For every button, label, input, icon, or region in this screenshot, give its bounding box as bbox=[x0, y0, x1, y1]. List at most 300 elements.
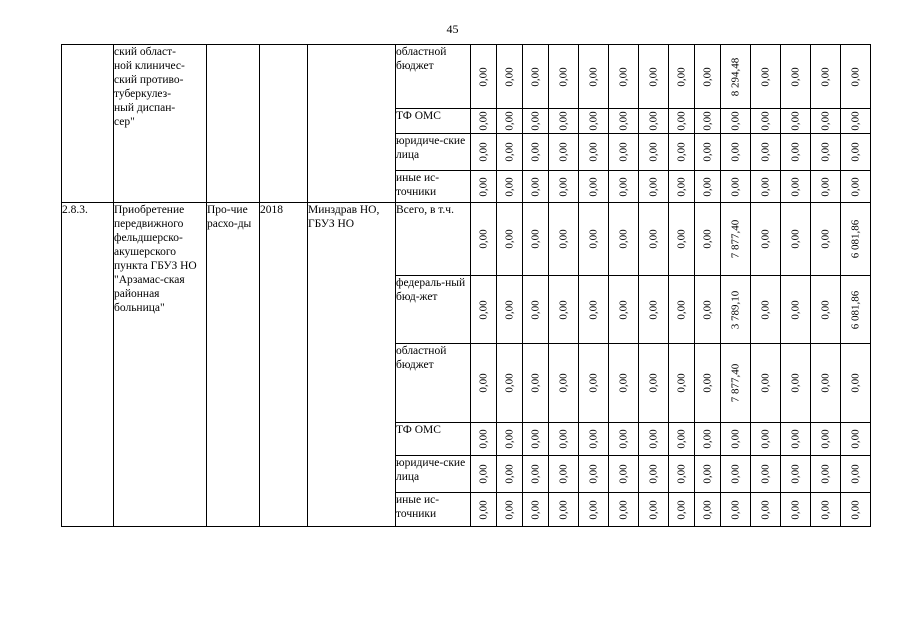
value-text: 0,00 bbox=[617, 111, 629, 131]
value-cell bbox=[609, 276, 639, 344]
value-text: 0,00 bbox=[617, 229, 629, 249]
value-cell bbox=[609, 134, 639, 171]
value-text: 0,00 bbox=[701, 66, 713, 87]
value-text: 0,00 bbox=[503, 373, 515, 393]
value-cell bbox=[523, 344, 549, 423]
value-cell bbox=[639, 171, 669, 203]
value-cell bbox=[669, 109, 695, 134]
continued-name-line: ский противо- bbox=[114, 74, 184, 86]
value-text: 0,00 bbox=[849, 499, 861, 520]
value-text: 0,00 bbox=[477, 464, 489, 484]
value-text: 0,00 bbox=[503, 299, 515, 320]
value-cell bbox=[781, 203, 811, 276]
value-cell bbox=[811, 344, 841, 423]
value-cell bbox=[721, 276, 751, 344]
value-text: 0,00 bbox=[729, 429, 741, 449]
value-text: 0,00 bbox=[849, 373, 861, 393]
value-text: 0,00 bbox=[557, 429, 569, 449]
value-cell bbox=[781, 45, 811, 109]
value-cell bbox=[549, 203, 579, 276]
value-text: 0,00 bbox=[647, 111, 659, 131]
value-cell bbox=[549, 171, 579, 203]
value-text: 0,00 bbox=[617, 142, 629, 162]
value-text: 0,00 bbox=[557, 299, 569, 320]
value-text: 0,00 bbox=[819, 142, 831, 162]
value-cell bbox=[669, 493, 695, 527]
value-text: 0,00 bbox=[587, 111, 599, 131]
value-text: 8 294,48 bbox=[729, 57, 741, 96]
value-text: 0,00 bbox=[617, 299, 629, 320]
value-cell bbox=[523, 423, 549, 456]
value-cell bbox=[781, 456, 811, 493]
funding-source-label: ТФ ОМС bbox=[396, 109, 471, 134]
value-text: 0,00 bbox=[617, 176, 629, 197]
value-cell bbox=[549, 45, 579, 109]
continued-name-line: ной клиничес- bbox=[114, 60, 185, 72]
value-cell bbox=[781, 344, 811, 423]
value-cell bbox=[751, 203, 781, 276]
value-cell bbox=[639, 456, 669, 493]
value-cell bbox=[811, 456, 841, 493]
funding-source-label: Всего, в т.ч. bbox=[396, 203, 471, 276]
value-cell bbox=[471, 423, 497, 456]
value-text: 0,00 bbox=[849, 429, 861, 449]
continued-name-line: ный диспан- bbox=[114, 102, 176, 114]
value-text: 0,00 bbox=[587, 429, 599, 449]
value-text: 0,00 bbox=[557, 499, 569, 520]
value-cell bbox=[549, 344, 579, 423]
value-cell bbox=[669, 134, 695, 171]
value-cell bbox=[609, 423, 639, 456]
value-cell bbox=[497, 45, 523, 109]
value-text: 0,00 bbox=[477, 111, 489, 131]
value-cell bbox=[751, 423, 781, 456]
value-text: 0,00 bbox=[529, 142, 541, 162]
value-cell bbox=[669, 203, 695, 276]
value-text: 0,00 bbox=[529, 464, 541, 484]
value-text: 0,00 bbox=[701, 229, 713, 249]
executor-cell: Минздрав НО, ГБУЗ НО bbox=[308, 203, 396, 527]
value-text: 0,00 bbox=[503, 176, 515, 197]
value-cell bbox=[609, 344, 639, 423]
table-row bbox=[62, 203, 871, 276]
value-cell bbox=[471, 493, 497, 527]
value-cell bbox=[695, 456, 721, 493]
value-cell bbox=[497, 134, 523, 171]
value-cell bbox=[721, 456, 751, 493]
value-text: 0,00 bbox=[503, 111, 515, 131]
value-cell bbox=[841, 456, 871, 493]
value-cell bbox=[523, 109, 549, 134]
value-text: 0,00 bbox=[819, 499, 831, 520]
value-cell bbox=[811, 134, 841, 171]
value-text: 0,00 bbox=[675, 142, 687, 162]
value-text: 0,00 bbox=[617, 464, 629, 484]
value-text: 0,00 bbox=[557, 142, 569, 162]
continued-executor-cell bbox=[308, 45, 396, 203]
value-cell bbox=[811, 423, 841, 456]
value-cell bbox=[669, 276, 695, 344]
value-text: 0,00 bbox=[587, 499, 599, 520]
value-cell bbox=[497, 423, 523, 456]
value-text: 0,00 bbox=[587, 373, 599, 393]
value-text: 0,00 bbox=[647, 429, 659, 449]
value-cell bbox=[721, 171, 751, 203]
value-text: 0,00 bbox=[529, 66, 541, 87]
value-text: 0,00 bbox=[647, 66, 659, 87]
value-cell bbox=[841, 134, 871, 171]
value-text: 0,00 bbox=[759, 373, 771, 393]
value-cell bbox=[695, 423, 721, 456]
value-text: 0,00 bbox=[701, 176, 713, 197]
value-text: 0,00 bbox=[759, 229, 771, 249]
value-text: 0,00 bbox=[789, 142, 801, 162]
value-text: 0,00 bbox=[701, 464, 713, 484]
funding-source-label: областной бюджет bbox=[396, 344, 471, 423]
funding-source-label: федераль-ный бюд-жет bbox=[396, 276, 471, 344]
value-cell bbox=[841, 344, 871, 423]
value-text: 7 877,40 bbox=[729, 219, 741, 259]
continued-name-line: сер" bbox=[114, 116, 135, 128]
value-text: 0,00 bbox=[789, 499, 801, 520]
value-cell bbox=[751, 456, 781, 493]
value-cell bbox=[579, 423, 609, 456]
value-cell bbox=[471, 171, 497, 203]
value-text: 0,00 bbox=[729, 499, 741, 520]
value-text: 0,00 bbox=[675, 499, 687, 520]
value-text: 0,00 bbox=[729, 464, 741, 484]
value-text: 0,00 bbox=[529, 229, 541, 249]
value-cell bbox=[523, 493, 549, 527]
value-text: 0,00 bbox=[819, 299, 831, 320]
continued-name-cell bbox=[114, 45, 207, 203]
value-cell bbox=[721, 203, 751, 276]
value-cell bbox=[751, 344, 781, 423]
value-text: 0,00 bbox=[789, 373, 801, 393]
value-text: 0,00 bbox=[617, 499, 629, 520]
value-text: 0,00 bbox=[819, 229, 831, 249]
value-text: 0,00 bbox=[675, 176, 687, 197]
value-cell bbox=[609, 109, 639, 134]
value-cell bbox=[841, 171, 871, 203]
value-cell bbox=[841, 276, 871, 344]
value-text: 0,00 bbox=[729, 176, 741, 197]
value-cell bbox=[549, 456, 579, 493]
value-text: 0,00 bbox=[701, 373, 713, 393]
value-cell bbox=[695, 276, 721, 344]
value-text: 0,00 bbox=[529, 429, 541, 449]
value-text: 0,00 bbox=[675, 373, 687, 393]
funding-source-label: ТФ ОМС bbox=[396, 423, 471, 456]
value-cell bbox=[781, 423, 811, 456]
funding-source-label: юридиче-ские лица bbox=[396, 456, 471, 493]
item-number-cell: 2.8.3. bbox=[62, 203, 114, 527]
continued-name-line: туберкулез- bbox=[114, 88, 172, 100]
value-text: 0,00 bbox=[789, 429, 801, 449]
value-cell bbox=[695, 203, 721, 276]
value-cell bbox=[811, 276, 841, 344]
funding-source-label: иные ис-точники bbox=[396, 171, 471, 203]
value-text: 0,00 bbox=[587, 176, 599, 197]
value-cell bbox=[695, 109, 721, 134]
value-text: 0,00 bbox=[759, 111, 771, 131]
value-text: 0,00 bbox=[849, 142, 861, 162]
value-text: 0,00 bbox=[503, 142, 515, 162]
value-cell bbox=[471, 344, 497, 423]
value-text: 0,00 bbox=[587, 299, 599, 320]
value-cell bbox=[609, 456, 639, 493]
value-cell bbox=[579, 203, 609, 276]
value-text: 0,00 bbox=[647, 229, 659, 249]
item-name-cell: Приобретение передвижного фельдшерско-акушерского пункта ГБУЗ НО "Арзамас-ская районная больница" bbox=[114, 203, 207, 527]
value-cell bbox=[811, 45, 841, 109]
value-text: 0,00 bbox=[819, 66, 831, 87]
value-cell bbox=[669, 456, 695, 493]
value-cell bbox=[639, 109, 669, 134]
continued-number-cell bbox=[62, 45, 114, 203]
value-cell bbox=[751, 45, 781, 109]
value-text: 0,00 bbox=[675, 66, 687, 87]
value-text: 0,00 bbox=[759, 66, 771, 87]
value-cell bbox=[471, 456, 497, 493]
value-cell bbox=[841, 493, 871, 527]
funding-source-label: юридиче-ские лица bbox=[396, 134, 471, 171]
value-cell bbox=[639, 344, 669, 423]
expense-type-cell: Про-чие расхо-ды bbox=[207, 203, 260, 527]
value-text: 0,00 bbox=[759, 429, 771, 449]
value-text: 0,00 bbox=[729, 111, 741, 131]
value-cell bbox=[639, 134, 669, 171]
page-number: 45 bbox=[446, 22, 459, 36]
value-cell bbox=[471, 45, 497, 109]
value-text: 0,00 bbox=[557, 373, 569, 393]
value-cell bbox=[721, 423, 751, 456]
value-cell bbox=[811, 203, 841, 276]
value-cell bbox=[471, 203, 497, 276]
value-text: 3 789,10 bbox=[729, 290, 741, 329]
value-text: 0,00 bbox=[789, 176, 801, 197]
value-text: 6 081,86 bbox=[849, 290, 861, 329]
value-text: 0,00 bbox=[587, 229, 599, 249]
value-cell bbox=[609, 203, 639, 276]
value-cell bbox=[523, 203, 549, 276]
value-cell bbox=[639, 423, 669, 456]
value-cell bbox=[609, 493, 639, 527]
value-text: 7 877,40 bbox=[729, 363, 741, 403]
value-text: 0,00 bbox=[849, 464, 861, 484]
value-text: 0,00 bbox=[789, 299, 801, 320]
value-cell bbox=[669, 344, 695, 423]
value-cell bbox=[579, 134, 609, 171]
value-text: 0,00 bbox=[849, 176, 861, 197]
value-text: 0,00 bbox=[557, 66, 569, 87]
value-cell bbox=[811, 109, 841, 134]
value-cell bbox=[639, 45, 669, 109]
value-cell bbox=[523, 134, 549, 171]
value-text: 0,00 bbox=[477, 176, 489, 197]
value-text: 0,00 bbox=[819, 111, 831, 131]
value-cell bbox=[609, 171, 639, 203]
value-text: 0,00 bbox=[701, 429, 713, 449]
value-cell bbox=[549, 109, 579, 134]
value-cell bbox=[721, 45, 751, 109]
value-text: 0,00 bbox=[759, 176, 771, 197]
value-cell bbox=[579, 276, 609, 344]
value-text: 0,00 bbox=[503, 464, 515, 484]
value-text: 0,00 bbox=[647, 373, 659, 393]
value-text: 0,00 bbox=[647, 499, 659, 520]
value-cell bbox=[549, 423, 579, 456]
value-cell bbox=[695, 344, 721, 423]
value-cell bbox=[639, 493, 669, 527]
value-text: 0,00 bbox=[617, 373, 629, 393]
value-cell bbox=[471, 134, 497, 171]
value-cell bbox=[751, 109, 781, 134]
value-cell bbox=[497, 276, 523, 344]
value-text: 0,00 bbox=[819, 176, 831, 197]
value-cell bbox=[497, 203, 523, 276]
value-text: 0,00 bbox=[849, 111, 861, 131]
value-text: 0,00 bbox=[647, 176, 659, 197]
value-text: 0,00 bbox=[557, 229, 569, 249]
value-text: 0,00 bbox=[529, 176, 541, 197]
table-row bbox=[62, 45, 871, 109]
value-text: 0,00 bbox=[789, 464, 801, 484]
value-cell bbox=[639, 203, 669, 276]
value-cell bbox=[579, 493, 609, 527]
value-text: 0,00 bbox=[529, 499, 541, 520]
continued-year-cell bbox=[260, 45, 308, 203]
value-text: 0,00 bbox=[701, 111, 713, 131]
value-text: 0,00 bbox=[477, 429, 489, 449]
value-text: 0,00 bbox=[819, 464, 831, 484]
value-cell bbox=[751, 134, 781, 171]
value-cell bbox=[811, 493, 841, 527]
value-text: 0,00 bbox=[477, 373, 489, 393]
value-text: 6 081,86 bbox=[849, 219, 861, 259]
value-text: 0,00 bbox=[557, 464, 569, 484]
value-cell bbox=[751, 276, 781, 344]
value-cell bbox=[695, 134, 721, 171]
value-cell bbox=[579, 344, 609, 423]
value-text: 0,00 bbox=[675, 111, 687, 131]
value-cell bbox=[609, 45, 639, 109]
value-text: 0,00 bbox=[617, 66, 629, 87]
value-text: 0,00 bbox=[477, 142, 489, 162]
value-cell bbox=[549, 493, 579, 527]
value-text: 0,00 bbox=[477, 499, 489, 520]
value-text: 0,00 bbox=[701, 299, 713, 320]
value-cell bbox=[841, 203, 871, 276]
value-cell bbox=[549, 134, 579, 171]
value-text: 0,00 bbox=[529, 299, 541, 320]
value-cell bbox=[669, 171, 695, 203]
value-cell bbox=[497, 456, 523, 493]
value-cell bbox=[579, 109, 609, 134]
value-cell bbox=[695, 45, 721, 109]
value-cell bbox=[751, 171, 781, 203]
value-cell bbox=[781, 493, 811, 527]
value-text: 0,00 bbox=[849, 66, 861, 87]
value-cell bbox=[523, 456, 549, 493]
value-text: 0,00 bbox=[647, 142, 659, 162]
value-text: 0,00 bbox=[557, 176, 569, 197]
value-text: 0,00 bbox=[477, 229, 489, 249]
value-cell bbox=[523, 45, 549, 109]
value-text: 0,00 bbox=[701, 142, 713, 162]
value-cell bbox=[721, 134, 751, 171]
value-cell bbox=[781, 109, 811, 134]
value-text: 0,00 bbox=[729, 142, 741, 162]
value-text: 0,00 bbox=[503, 429, 515, 449]
funding-source-label: областной бюджет bbox=[396, 45, 471, 109]
table-body bbox=[62, 45, 871, 527]
continued-expense-cell bbox=[207, 45, 260, 203]
value-cell bbox=[497, 171, 523, 203]
value-cell bbox=[721, 493, 751, 527]
value-text: 0,00 bbox=[647, 299, 659, 320]
value-text: 0,00 bbox=[675, 229, 687, 249]
value-text: 0,00 bbox=[759, 142, 771, 162]
value-text: 0,00 bbox=[477, 299, 489, 320]
value-cell bbox=[695, 171, 721, 203]
value-cell bbox=[639, 276, 669, 344]
funding-source-label: иные ис-точники bbox=[396, 493, 471, 527]
value-text: 0,00 bbox=[503, 66, 515, 87]
value-cell bbox=[579, 171, 609, 203]
value-text: 0,00 bbox=[529, 111, 541, 131]
value-text: 0,00 bbox=[675, 299, 687, 320]
value-text: 0,00 bbox=[617, 429, 629, 449]
value-text: 0,00 bbox=[789, 229, 801, 249]
value-cell bbox=[549, 276, 579, 344]
value-cell bbox=[721, 109, 751, 134]
value-cell bbox=[579, 45, 609, 109]
value-cell bbox=[841, 423, 871, 456]
budget-table bbox=[61, 44, 871, 527]
value-cell bbox=[471, 109, 497, 134]
value-text: 0,00 bbox=[819, 373, 831, 393]
value-cell bbox=[523, 171, 549, 203]
value-cell bbox=[721, 344, 751, 423]
value-cell bbox=[781, 134, 811, 171]
value-text: 0,00 bbox=[503, 499, 515, 520]
year-cell: 2018 bbox=[260, 203, 308, 527]
value-text: 0,00 bbox=[759, 499, 771, 520]
value-cell bbox=[497, 344, 523, 423]
value-text: 0,00 bbox=[675, 429, 687, 449]
value-text: 0,00 bbox=[529, 373, 541, 393]
value-cell bbox=[669, 423, 695, 456]
value-text: 0,00 bbox=[503, 229, 515, 249]
value-cell bbox=[497, 493, 523, 527]
value-text: 0,00 bbox=[587, 66, 599, 87]
value-cell bbox=[781, 276, 811, 344]
value-text: 0,00 bbox=[587, 464, 599, 484]
value-text: 0,00 bbox=[647, 464, 659, 484]
value-cell bbox=[497, 109, 523, 134]
value-cell bbox=[841, 45, 871, 109]
value-text: 0,00 bbox=[789, 111, 801, 131]
value-cell bbox=[523, 276, 549, 344]
value-text: 0,00 bbox=[587, 142, 599, 162]
value-cell bbox=[841, 109, 871, 134]
value-cell bbox=[579, 456, 609, 493]
value-cell bbox=[471, 276, 497, 344]
value-text: 0,00 bbox=[819, 429, 831, 449]
value-cell bbox=[669, 45, 695, 109]
value-text: 0,00 bbox=[759, 299, 771, 320]
